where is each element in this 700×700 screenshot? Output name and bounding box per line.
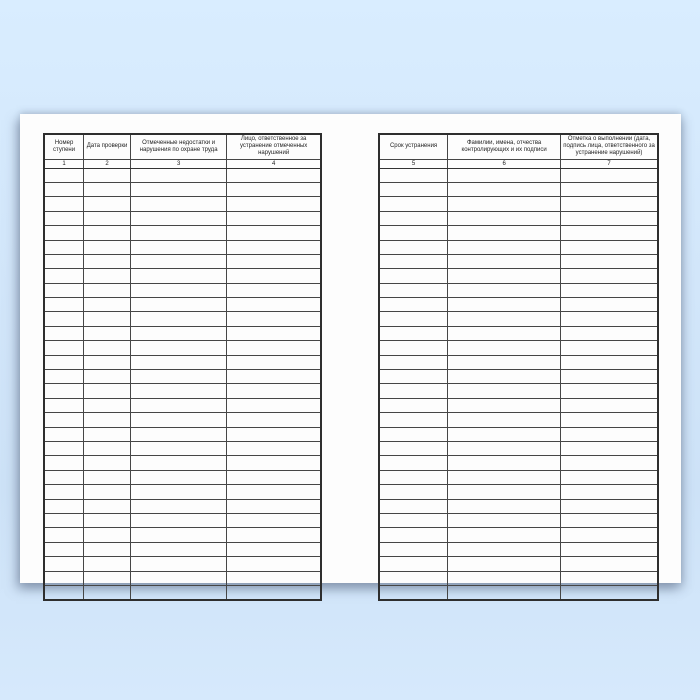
header-cell: Дата проверки (84, 134, 131, 159)
empty-cell (44, 370, 84, 384)
column-number-cell: 2 (84, 159, 131, 168)
empty-cell (130, 312, 226, 326)
empty-cell (84, 441, 131, 455)
table-row (44, 182, 321, 196)
table-row (379, 427, 658, 441)
empty-cell (448, 168, 561, 182)
table-row (44, 413, 321, 427)
empty-cell (130, 168, 226, 182)
empty-cell (561, 485, 658, 499)
empty-cell (379, 370, 448, 384)
empty-cell (448, 211, 561, 225)
empty-cell (561, 513, 658, 527)
empty-cell (84, 485, 131, 499)
table-row (379, 384, 658, 398)
table-row (44, 168, 321, 182)
empty-cell (227, 470, 321, 484)
empty-cell (84, 211, 131, 225)
empty-cell (130, 427, 226, 441)
table-row (379, 398, 658, 412)
empty-cell (227, 413, 321, 427)
empty-cell (227, 427, 321, 441)
empty-cell (379, 341, 448, 355)
table-row (44, 571, 321, 585)
table-row (379, 370, 658, 384)
table-row (379, 499, 658, 513)
empty-cell (84, 542, 131, 556)
empty-cell (227, 254, 321, 268)
empty-cell (561, 168, 658, 182)
empty-cell (227, 240, 321, 254)
table-row (44, 427, 321, 441)
empty-cell (227, 485, 321, 499)
empty-cell (130, 513, 226, 527)
column-number-cell: 1 (44, 159, 84, 168)
empty-cell (227, 370, 321, 384)
empty-cell (379, 513, 448, 527)
right-page-table-slot (378, 133, 659, 601)
empty-cell (130, 413, 226, 427)
table-row (44, 585, 321, 600)
table-row (379, 441, 658, 455)
empty-cell (84, 355, 131, 369)
empty-cell (130, 485, 226, 499)
empty-cell (227, 384, 321, 398)
empty-cell (227, 355, 321, 369)
empty-cell (44, 312, 84, 326)
table-row (379, 485, 658, 499)
empty-cell (130, 211, 226, 225)
empty-cell (379, 298, 448, 312)
left-page-table-slot (43, 133, 322, 601)
column-number-cell: 6 (448, 159, 561, 168)
empty-cell (130, 341, 226, 355)
empty-cell (561, 557, 658, 571)
empty-cell (44, 211, 84, 225)
empty-cell (448, 355, 561, 369)
empty-cell (379, 168, 448, 182)
empty-cell (84, 528, 131, 542)
empty-cell (227, 298, 321, 312)
table-row (44, 384, 321, 398)
empty-cell (379, 441, 448, 455)
empty-cell (448, 226, 561, 240)
empty-cell (379, 355, 448, 369)
empty-cell (130, 542, 226, 556)
table-row (379, 283, 658, 297)
empty-cell (561, 427, 658, 441)
empty-cell (448, 298, 561, 312)
empty-cell (448, 513, 561, 527)
empty-cell (44, 341, 84, 355)
empty-cell (448, 197, 561, 211)
empty-cell (448, 283, 561, 297)
empty-cell (379, 485, 448, 499)
empty-cell (44, 182, 84, 196)
empty-cell (379, 182, 448, 196)
empty-cell (448, 557, 561, 571)
empty-cell (561, 370, 658, 384)
empty-cell (379, 312, 448, 326)
table-row (379, 542, 658, 556)
empty-cell (448, 326, 561, 340)
empty-cell (561, 542, 658, 556)
table-row (379, 355, 658, 369)
empty-cell (379, 197, 448, 211)
empty-cell (84, 326, 131, 340)
empty-cell (379, 542, 448, 556)
empty-cell (130, 240, 226, 254)
empty-cell (561, 226, 658, 240)
empty-cell (130, 499, 226, 513)
empty-cell (227, 312, 321, 326)
empty-cell (84, 470, 131, 484)
empty-cell (84, 427, 131, 441)
empty-cell (84, 283, 131, 297)
empty-cell (44, 456, 84, 470)
empty-cell (561, 182, 658, 196)
column-number-cell: 3 (130, 159, 226, 168)
table-row (379, 226, 658, 240)
table-row (44, 370, 321, 384)
empty-cell (44, 269, 84, 283)
empty-cell (561, 384, 658, 398)
empty-cell (379, 456, 448, 470)
empty-cell (44, 470, 84, 484)
table-row (44, 283, 321, 297)
header-cell: Срок устранения (379, 134, 448, 159)
empty-cell (448, 427, 561, 441)
empty-cell (84, 456, 131, 470)
empty-cell (448, 370, 561, 384)
table-row (44, 240, 321, 254)
empty-cell (379, 499, 448, 513)
table-row (44, 355, 321, 369)
empty-cell (84, 398, 131, 412)
empty-cell (448, 542, 561, 556)
empty-cell (227, 168, 321, 182)
empty-cell (379, 384, 448, 398)
empty-cell (130, 571, 226, 585)
empty-cell (448, 341, 561, 355)
table-row (44, 298, 321, 312)
empty-cell (44, 513, 84, 527)
empty-cell (227, 269, 321, 283)
empty-cell (379, 398, 448, 412)
empty-cell (448, 585, 561, 600)
empty-cell (130, 528, 226, 542)
empty-cell (227, 341, 321, 355)
empty-cell (44, 168, 84, 182)
empty-cell (44, 499, 84, 513)
empty-cell (227, 513, 321, 527)
table-row (379, 528, 658, 542)
empty-cell (448, 312, 561, 326)
empty-cell (379, 254, 448, 268)
empty-cell (44, 197, 84, 211)
empty-cell (448, 398, 561, 412)
empty-cell (44, 571, 84, 585)
table-row (379, 312, 658, 326)
empty-cell (44, 441, 84, 455)
table-row (44, 456, 321, 470)
empty-cell (379, 326, 448, 340)
empty-cell (448, 485, 561, 499)
table-row (44, 499, 321, 513)
empty-cell (84, 557, 131, 571)
empty-cell (561, 528, 658, 542)
table-row (379, 341, 658, 355)
empty-cell (561, 312, 658, 326)
empty-cell (44, 240, 84, 254)
empty-cell (561, 398, 658, 412)
empty-cell (561, 341, 658, 355)
empty-cell (130, 470, 226, 484)
empty-cell (84, 370, 131, 384)
empty-cell (561, 298, 658, 312)
empty-cell (227, 542, 321, 556)
empty-cell (379, 283, 448, 297)
empty-cell (227, 197, 321, 211)
table-row (44, 197, 321, 211)
table-row (379, 197, 658, 211)
empty-cell (44, 413, 84, 427)
table-row (379, 456, 658, 470)
table-row (44, 470, 321, 484)
empty-cell (561, 355, 658, 369)
empty-cell (44, 427, 84, 441)
header-cell: Отметка о выполнении (дата, подпись лица, ответственного за устранение нарушений) (561, 134, 658, 159)
table-row (44, 254, 321, 268)
empty-cell (379, 240, 448, 254)
table-row (44, 326, 321, 340)
empty-cell (130, 298, 226, 312)
empty-cell (448, 182, 561, 196)
empty-cell (130, 384, 226, 398)
empty-cell (227, 557, 321, 571)
empty-cell (84, 513, 131, 527)
table-row (379, 240, 658, 254)
empty-cell (44, 398, 84, 412)
header-cell: Номер ступени (44, 134, 84, 159)
empty-cell (130, 370, 226, 384)
empty-cell (227, 182, 321, 196)
column-numbers-row (379, 159, 658, 168)
empty-cell (84, 571, 131, 585)
table-row (44, 269, 321, 283)
empty-cell (448, 499, 561, 513)
empty-cell (379, 585, 448, 600)
table-row (379, 513, 658, 527)
empty-cell (84, 413, 131, 427)
column-number-cell: 7 (561, 159, 658, 168)
table-row (379, 413, 658, 427)
table-row (44, 513, 321, 527)
table-row (44, 226, 321, 240)
table-row (44, 341, 321, 355)
empty-cell (561, 240, 658, 254)
empty-cell (448, 528, 561, 542)
table-row (379, 470, 658, 484)
table-row (44, 312, 321, 326)
empty-cell (84, 312, 131, 326)
column-numbers-row (44, 159, 321, 168)
empty-cell (130, 269, 226, 283)
empty-cell (130, 326, 226, 340)
empty-cell (227, 571, 321, 585)
empty-cell (130, 456, 226, 470)
empty-cell (448, 269, 561, 283)
empty-cell (84, 197, 131, 211)
empty-cell (561, 585, 658, 600)
empty-cell (448, 413, 561, 427)
table-row (44, 211, 321, 225)
table-row (379, 298, 658, 312)
empty-cell (44, 355, 84, 369)
empty-cell (227, 528, 321, 542)
empty-cell (379, 470, 448, 484)
empty-cell (227, 326, 321, 340)
column-number-cell: 5 (379, 159, 448, 168)
empty-cell (379, 269, 448, 283)
table-row (379, 557, 658, 571)
empty-cell (561, 326, 658, 340)
table-row (379, 182, 658, 196)
empty-cell (561, 211, 658, 225)
empty-cell (84, 585, 131, 600)
empty-cell (130, 283, 226, 297)
table-row (379, 326, 658, 340)
empty-cell (227, 398, 321, 412)
table-row (379, 211, 658, 225)
empty-cell (227, 283, 321, 297)
header-cell: Лицо, ответственное за устранение отмеченных нарушений (227, 134, 321, 159)
empty-cell (448, 470, 561, 484)
empty-cell (448, 441, 561, 455)
table-header-row (44, 134, 321, 159)
empty-cell (561, 197, 658, 211)
table-row (379, 168, 658, 182)
empty-cell (44, 557, 84, 571)
empty-cell (84, 298, 131, 312)
left-page-table (43, 133, 322, 601)
empty-cell (379, 413, 448, 427)
empty-cell (448, 240, 561, 254)
empty-cell (448, 384, 561, 398)
empty-cell (561, 456, 658, 470)
empty-cell (379, 226, 448, 240)
empty-cell (561, 470, 658, 484)
empty-cell (130, 441, 226, 455)
empty-cell (379, 211, 448, 225)
empty-cell (379, 528, 448, 542)
empty-cell (448, 571, 561, 585)
empty-cell (561, 571, 658, 585)
empty-cell (561, 254, 658, 268)
table-row (379, 254, 658, 268)
empty-cell (561, 441, 658, 455)
empty-cell (84, 240, 131, 254)
empty-cell (44, 542, 84, 556)
empty-cell (227, 499, 321, 513)
right-page-table (378, 133, 659, 601)
empty-cell (84, 182, 131, 196)
table-row (44, 542, 321, 556)
empty-cell (44, 326, 84, 340)
empty-cell (84, 384, 131, 398)
column-number-cell: 4 (227, 159, 321, 168)
empty-cell (227, 226, 321, 240)
empty-cell (44, 298, 84, 312)
empty-cell (44, 528, 84, 542)
empty-cell (44, 254, 84, 268)
table-row (379, 585, 658, 600)
table-row (379, 269, 658, 283)
empty-cell (84, 269, 131, 283)
empty-cell (130, 398, 226, 412)
empty-cell (561, 413, 658, 427)
table-row (44, 398, 321, 412)
empty-cell (130, 557, 226, 571)
empty-cell (379, 557, 448, 571)
empty-cell (561, 269, 658, 283)
empty-cell (561, 283, 658, 297)
header-cell: Отмеченные недостатки и нарушения по охране труда (130, 134, 226, 159)
empty-cell (84, 254, 131, 268)
empty-cell (227, 441, 321, 455)
empty-cell (227, 456, 321, 470)
empty-cell (379, 571, 448, 585)
empty-cell (130, 355, 226, 369)
empty-cell (84, 226, 131, 240)
empty-cell (130, 226, 226, 240)
empty-cell (130, 254, 226, 268)
empty-cell (44, 485, 84, 499)
table-row (44, 557, 321, 571)
empty-cell (227, 585, 321, 600)
empty-cell (130, 182, 226, 196)
empty-cell (379, 427, 448, 441)
journal-spread-sheet (20, 114, 681, 583)
empty-cell (44, 226, 84, 240)
empty-cell (44, 283, 84, 297)
empty-cell (448, 456, 561, 470)
empty-cell (84, 341, 131, 355)
empty-cell (227, 211, 321, 225)
empty-cell (84, 168, 131, 182)
table-row (44, 441, 321, 455)
empty-cell (84, 499, 131, 513)
table-header-row (379, 134, 658, 159)
header-cell: Фамилии, имена, отчества контролирующих и их подписи (448, 134, 561, 159)
empty-cell (448, 254, 561, 268)
empty-cell (130, 197, 226, 211)
empty-cell (44, 585, 84, 600)
empty-cell (130, 585, 226, 600)
empty-cell (44, 384, 84, 398)
table-row (379, 571, 658, 585)
table-row (44, 485, 321, 499)
empty-cell (561, 499, 658, 513)
table-row (44, 528, 321, 542)
